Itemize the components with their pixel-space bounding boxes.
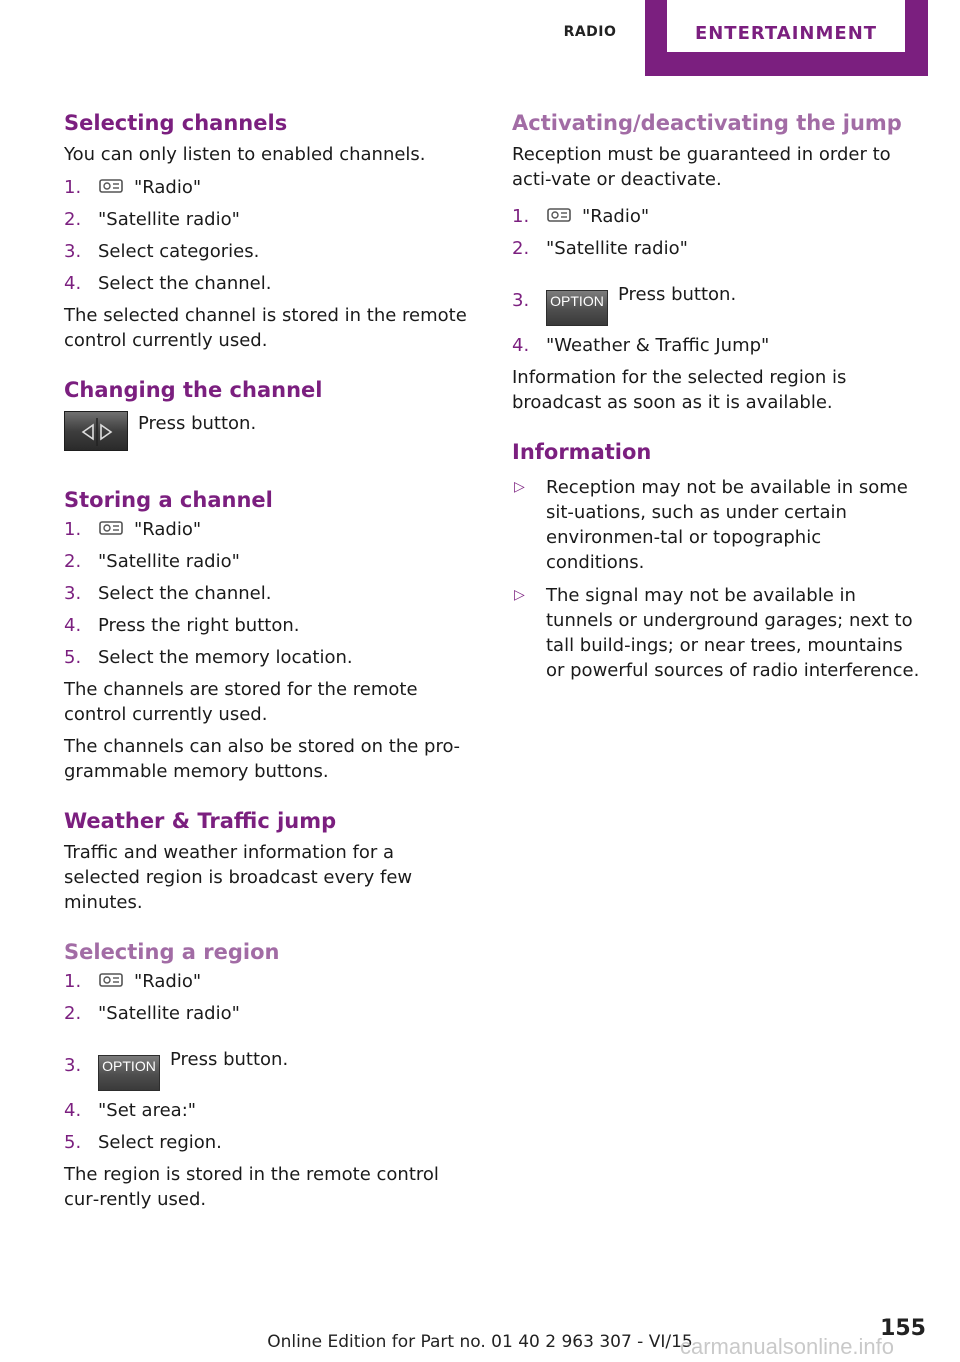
step-text: "Radio" <box>134 519 202 540</box>
list-number: 2. <box>64 1003 82 1024</box>
header-chapter-label: ENTERTAINMENT <box>667 0 905 52</box>
selecting-region-note: The region is stored in the remote control cur‐rently used. <box>64 1164 439 1210</box>
list-item <box>64 969 474 994</box>
weather-jump-text: Traffic and weather information for a selected region is broadcast every few minutes. <box>64 842 413 913</box>
selecting-channels-heading: Selecting channels <box>64 111 288 135</box>
list-number: 2. <box>64 551 82 572</box>
list-number: 3. <box>64 241 82 262</box>
left-column <box>64 108 474 1212</box>
option-button-icon: OPTION <box>98 1055 160 1091</box>
list-number: 2. <box>512 238 530 259</box>
information-heading: Information <box>512 440 652 464</box>
list-number: 4. <box>64 615 82 636</box>
step-text: "Satellite radio" <box>98 551 240 572</box>
step-text: Select the memory location. <box>98 647 353 668</box>
page-number: 155 <box>880 1316 926 1341</box>
list-number: 4. <box>64 273 82 294</box>
list-item <box>64 175 474 200</box>
list-number: 3. <box>64 583 82 604</box>
storing-channel-note2: The channels can also be stored on the pro‐grammable memory buttons. <box>64 736 460 782</box>
list-number: 4. <box>512 335 530 356</box>
activating-jump-heading: Activating/deactivating the jump <box>512 111 902 135</box>
changing-channel-row <box>64 411 474 451</box>
step-text: "Set area:" <box>98 1100 197 1121</box>
list-item <box>64 645 474 670</box>
footer-edition: Online Edition for Part no. 01 40 2 963 307 - VI/15 <box>267 1332 693 1352</box>
list-number: 1. <box>64 519 82 540</box>
list-item <box>64 581 474 606</box>
step-text: "Radio" <box>582 206 650 227</box>
step-text: "Radio" <box>134 971 202 992</box>
watermark: carmanualsonline.info <box>680 1334 895 1359</box>
list-number: 1. <box>64 971 82 992</box>
step-text: "Weather & Traffic Jump" <box>546 335 770 356</box>
bullet-triangle-icon: ▷ <box>514 479 525 495</box>
selecting-channels-steps <box>64 175 474 296</box>
radio-icon <box>546 206 572 224</box>
list-item <box>64 517 474 542</box>
list-number: 5. <box>64 1132 82 1153</box>
list-item <box>64 1130 474 1155</box>
list-item <box>512 204 922 229</box>
step-text: Select the channel. <box>98 583 272 604</box>
step-text: "Radio" <box>134 177 202 198</box>
list-item <box>64 239 474 264</box>
list-number: 3. <box>512 290 530 311</box>
step-text: Select region. <box>98 1132 222 1153</box>
weather-jump-heading: Weather & Traffic jump <box>64 809 337 833</box>
option-button-icon: OPTION <box>546 290 608 326</box>
list-number: 4. <box>64 1100 82 1121</box>
changing-channel-heading: Changing the channel <box>64 378 323 402</box>
activating-jump-steps <box>512 204 922 358</box>
radio-icon <box>98 971 124 989</box>
prev-next-button-icon <box>64 411 128 451</box>
list-number: 1. <box>64 177 82 198</box>
step-text: Press button. <box>618 284 737 305</box>
list-item <box>512 333 922 358</box>
step-text: Press the right button. <box>98 615 300 636</box>
selecting-region-heading: Selecting a region <box>64 940 280 964</box>
list-item <box>64 1033 474 1091</box>
list-item <box>64 549 474 574</box>
list-number: 3. <box>64 1055 82 1076</box>
header-section-label: RADIO <box>563 24 617 40</box>
list-item <box>64 1001 474 1026</box>
list-item <box>64 207 474 232</box>
list-item <box>64 1098 474 1123</box>
list-number: 5. <box>64 647 82 668</box>
selecting-region-steps <box>64 969 474 1155</box>
list-item <box>64 613 474 638</box>
selecting-channels-intro: You can only listen to enabled channels. <box>64 144 426 165</box>
step-text: "Satellite radio" <box>98 1003 240 1024</box>
storing-channel-heading: Storing a channel <box>64 488 273 512</box>
radio-icon <box>98 519 124 537</box>
step-text: Press button. <box>170 1049 289 1070</box>
step-text: Select categories. <box>98 241 260 262</box>
right-column <box>512 108 922 691</box>
list-item <box>512 236 922 261</box>
radio-icon <box>98 177 124 195</box>
information-bullets <box>512 475 922 683</box>
bullet-triangle-icon: ▷ <box>514 587 525 603</box>
list-item <box>64 271 474 296</box>
list-item <box>512 583 922 683</box>
changing-channel-text: Press button. <box>138 413 257 434</box>
bullet-text: Reception may not be available in some sit‐uations, such as under certain environmen‐tal or topographic conditions. <box>546 477 908 573</box>
storing-channel-steps <box>64 517 474 670</box>
list-number: 2. <box>64 209 82 230</box>
list-number: 1. <box>512 206 530 227</box>
activating-jump-intro: Reception must be guaranteed in order to acti‐vate or deactivate. <box>512 144 891 190</box>
step-text: Select the channel. <box>98 273 272 294</box>
header-chapter-tab[interactable] <box>645 0 928 76</box>
bullet-text: The signal may not be available in tunnels or underground garages; next to tall build‐ings; or near trees, mountains or powerful sources of radio interference. <box>546 585 920 681</box>
list-item <box>512 475 922 575</box>
selecting-channels-note: The selected channel is stored in the remote control currently used. <box>64 305 467 351</box>
step-text: "Satellite radio" <box>98 209 240 230</box>
step-text: "Satellite radio" <box>546 238 688 259</box>
list-item <box>512 268 922 326</box>
storing-channel-note1: The channels are stored for the remote control currently used. <box>64 679 418 725</box>
activating-jump-note: Information for the selected region is broadcast as soon as it is available. <box>512 367 847 413</box>
